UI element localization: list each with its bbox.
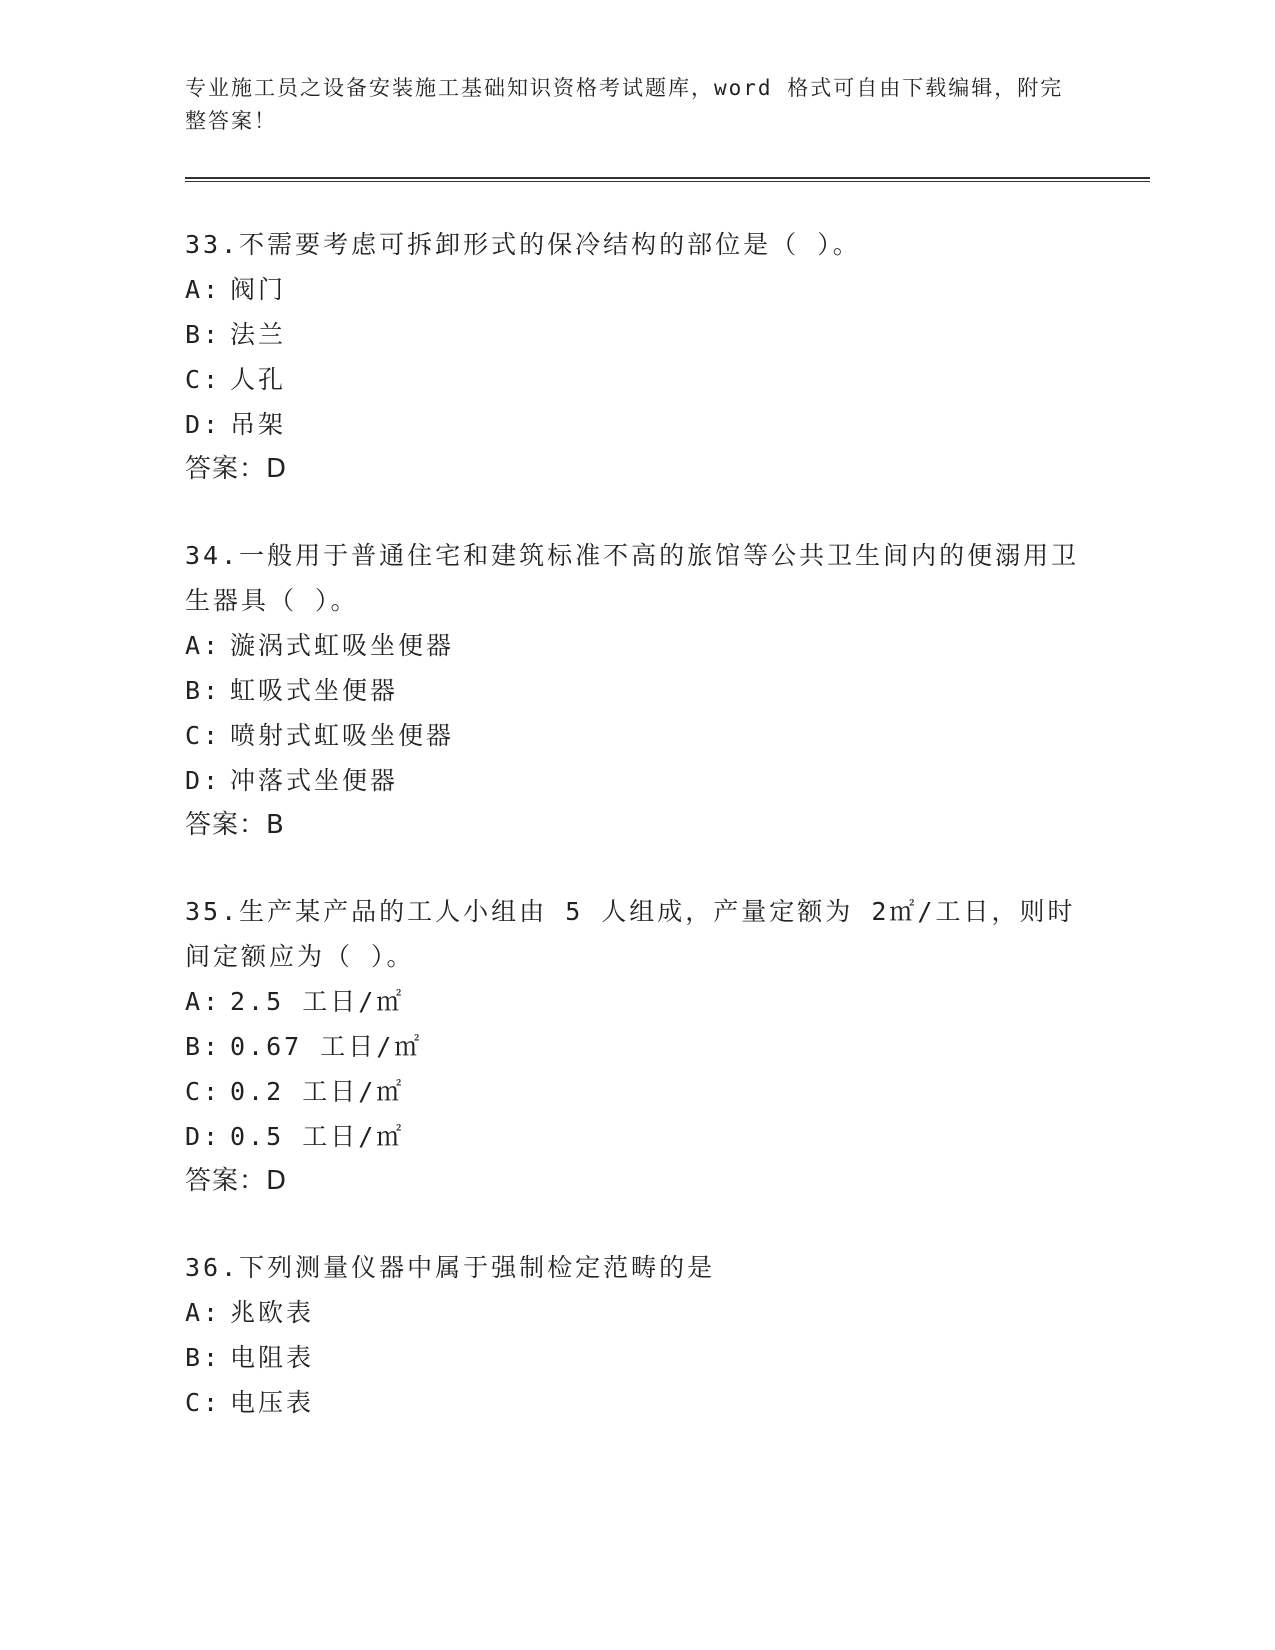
option-text: 0.5 工日/㎡ (230, 1122, 405, 1151)
option-text: 2.5 工日/㎡ (230, 987, 405, 1016)
option-text: 冲落式坐便器 (230, 766, 399, 795)
question-34 (185, 533, 1085, 848)
answer: 答案：D (185, 1166, 288, 1196)
option-d (185, 402, 1085, 447)
option-label: A: (185, 1298, 222, 1327)
option-label: A: (185, 275, 222, 304)
option-text: 电压表 (230, 1388, 315, 1417)
option-c (185, 1069, 1085, 1114)
answer: 答案：D (185, 454, 288, 484)
option-text: 0.67 工日/㎡ (230, 1032, 423, 1061)
header-divider (185, 177, 1150, 182)
option-b (185, 312, 1085, 357)
option-b (185, 668, 1085, 713)
question-35 (185, 889, 1085, 1204)
question-stem: 34.一般用于普通住宅和建筑标准不高的旅馆等公共卫生间内的便溺用卫生器具（ ）。 (185, 541, 1080, 615)
option-d (185, 758, 1085, 803)
question-33 (185, 222, 1085, 492)
option-label: C: (185, 1388, 222, 1417)
option-d (185, 1114, 1085, 1159)
option-label: D: (185, 410, 222, 439)
option-text: 漩涡式虹吸坐便器 (230, 631, 455, 660)
option-b (185, 1024, 1085, 1069)
option-label: B: (185, 320, 222, 349)
answer: 答案：B (185, 810, 285, 840)
option-label: B: (185, 1343, 222, 1372)
option-a (185, 1290, 1085, 1335)
question-stem: 33.不需要考虑可拆卸形式的保冷结构的部位是（ ）。 (185, 230, 861, 259)
option-c (185, 713, 1085, 758)
option-label: B: (185, 1032, 222, 1061)
option-text: 0.2 工日/㎡ (230, 1077, 405, 1106)
option-label: A: (185, 631, 222, 660)
option-text: 兆欧表 (230, 1298, 315, 1327)
option-text: 阀门 (230, 275, 287, 304)
option-text: 吊架 (230, 410, 287, 439)
option-label: D: (185, 766, 222, 795)
option-label: D: (185, 1122, 222, 1151)
question-stem: 36.下列测量仪器中属于强制检定范畴的是 (185, 1253, 716, 1282)
document-header: 专业施工员之设备安装施工基础知识资格考试题库，word 格式可自由下载编辑，附完整答案！ (185, 76, 1064, 133)
option-text: 电阻表 (230, 1343, 315, 1372)
option-label: C: (185, 721, 222, 750)
option-label: A: (185, 987, 222, 1016)
option-b (185, 1335, 1085, 1380)
option-label: C: (185, 365, 222, 394)
question-stem: 35.生产某产品的工人小组由 5 人组成，产量定额为 2㎡/工日，则时间定额应为（ ）。 (185, 897, 1076, 971)
option-a (185, 979, 1085, 1024)
question-36 (185, 1245, 1085, 1425)
option-text: 喷射式虹吸坐便器 (230, 721, 455, 750)
option-label: C: (185, 1077, 222, 1106)
option-text: 人孔 (230, 365, 287, 394)
option-c (185, 1380, 1085, 1425)
option-c (185, 357, 1085, 402)
question-list (185, 222, 1085, 1466)
option-a (185, 267, 1085, 312)
option-text: 法兰 (230, 320, 287, 349)
option-text: 虹吸式坐便器 (230, 676, 399, 705)
option-label: B: (185, 676, 222, 705)
option-a (185, 623, 1085, 668)
